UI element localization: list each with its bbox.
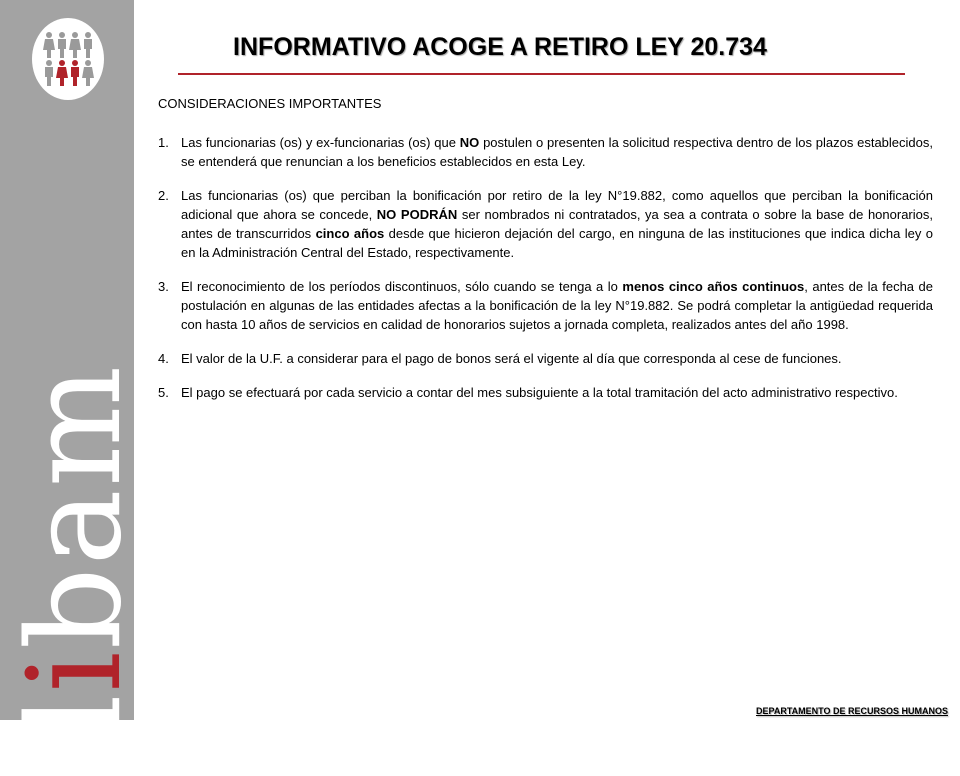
department-footer: DEPARTAMENTO DE RECURSOS HUMANOS (755, 706, 948, 716)
people-logo-icon (32, 18, 104, 100)
list-item (158, 383, 933, 402)
brand-accent: i (1, 649, 150, 693)
person-figure-icon (56, 60, 68, 86)
emphasis-text: menos cinco años continuos (622, 279, 805, 294)
brand-post: bam (1, 363, 150, 650)
list-item (158, 186, 933, 262)
list-item-number: 3. (158, 279, 169, 294)
list-item (158, 133, 933, 171)
emphasis-text: NO PODRÁN (376, 207, 458, 222)
person-figure-icon (58, 32, 66, 58)
list-item-number: 1. (158, 135, 169, 150)
sidebar (0, 0, 150, 776)
list-item-text: desde que hicieron dejación del cargo, en ninguna de las instituciones que indica dicha ley o en la Administración Central del Estado, respectivamente. (181, 226, 933, 260)
list-item-text: Las funcionarias (os) y ex-funcionarias (os) que (181, 135, 460, 150)
considerations-list (158, 133, 933, 417)
list-item-text: postulen o presenten la solicitud respectiva dentro de los plazos establecidos, se entenderá que renuncian a los beneficios establecidos en esta Ley. (181, 135, 933, 169)
emphasis-text: NO (459, 135, 480, 150)
people-figures (32, 18, 104, 100)
person-figure-icon (84, 32, 92, 58)
section-heading: CONSIDERACIONES IMPORTANTES (158, 96, 382, 111)
title-divider (178, 73, 905, 75)
list-item (158, 349, 933, 368)
list-item-text: El reconocimiento de los períodos discontinuos, sólo cuando se tenga a lo (181, 279, 623, 294)
list-item-text: Las funcionarias (os) que perciban la bonificación por retiro de la ley N°19.882, como aquellos que perciban la bonificación adicional que ahora se concede, (181, 188, 933, 222)
list-item (158, 277, 933, 334)
list-item-text: El pago se efectuará por cada servicio a contar del mes subsiguiente a la total tramitación del acto administrativo respectivo. (181, 385, 898, 400)
list-item-text: ser nombrados ni contratados, ya sea a contrata o sobre la base de honorarios, antes de transcurridos (181, 207, 933, 241)
brand-wordmark (1, 363, 150, 776)
person-figure-icon (71, 60, 79, 86)
person-figure-icon (69, 32, 81, 58)
person-figure-icon (82, 60, 94, 86)
person-figure-icon (45, 60, 53, 86)
list-item-text: El valor de la U.F. a considerar para el pago de bonos será el vigente al día que corresponda al cese de funciones. (181, 351, 842, 366)
person-figure-icon (43, 32, 55, 58)
list-item-number: 5. (158, 385, 169, 400)
page-title: INFORMATIVO ACOGE A RETIRO LEY 20.734 (233, 33, 767, 61)
list-item-number: 4. (158, 351, 169, 366)
list-item-text: , antes de la fecha de postulación en algunas de las entidades afectas a la bonificación de la ley N°19.882. Se podrá completar la antigüedad requerida con hasta 10 años de servicios en calidad de honorarios sujetos a jornada completa, realizados antes del año 1998. (181, 279, 934, 332)
emphasis-text: cinco años (315, 226, 385, 241)
list-item-number: 2. (158, 188, 169, 203)
brand-pre: d (1, 692, 150, 776)
